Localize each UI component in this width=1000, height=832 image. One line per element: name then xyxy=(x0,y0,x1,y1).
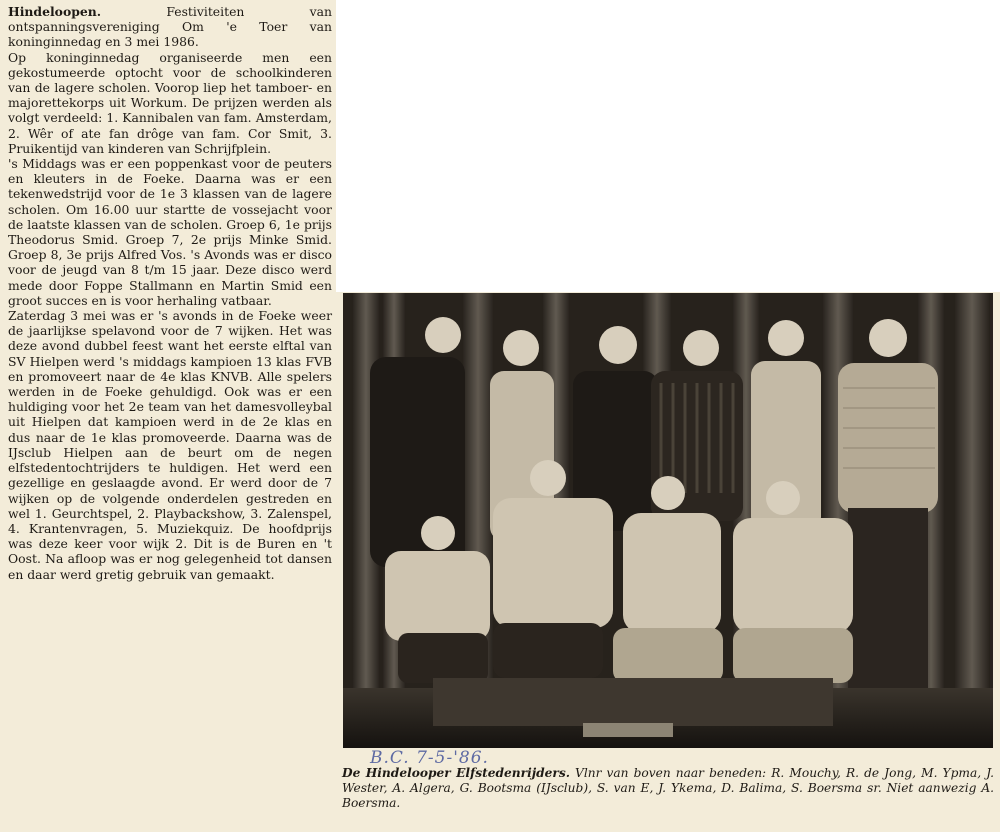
article-intro-text: Festiviteiten van ontspanningsvereniging Om 'e Toer van koninginnedag en 3 mei 1986. xyxy=(8,4,332,50)
photo-caption xyxy=(342,766,994,811)
caption-text: Vlnr van boven naar beneden: R. Mouchy, R. de Jong, M. Ypma, J. Wester, A. Algera, G. Bootsma (IJsclub), S. van E, J. Ykema, D. Balima, S. Boersma sr. Niet aanwezig A. Boersma. xyxy=(342,766,995,810)
article-headline: Hindeloopen. xyxy=(8,4,102,19)
article-intro xyxy=(8,4,332,50)
article-column xyxy=(0,0,336,832)
article-paragraph-1: Op koninginnedag organiseerde men een gekostumeerde optocht voor de schoolkinderen van de lagere scholen. Voorop liep het tamboer- en majorettekorps uit Workum. De prijzen werden als volgt verdeeld: 1. Kannibalen van fam. Amsterdam, 2. Wêr of ate fan drôge van fam. Cor Smit, 3. Pruikentijd van kinderen van Schrijfplein. xyxy=(8,49,332,156)
caption-lead: De Hindelooper Elfstedenrijders. xyxy=(342,766,570,780)
group-photo-image xyxy=(343,293,993,748)
handwritten-date-note: B.C. 7-5-'86. xyxy=(370,748,489,768)
article-paragraph-3: Zaterdag 3 mei was er 's avonds in de Foeke weer de jaarlijkse spelavond voor de 7 wijken. Het was deze avond dubbel feest want het eerste elftal van SV Hielpen werd 's middags kampioen 13 klas FVB en promoveert naar de 4e klas KNVB. Alle spelers werden in de Foeke gehuldigd. Ook was er een huldiging voor het 2e team van het damesvolleybal uit Hielpen dat kampioen werd in de 2e klas en dus naar de 1e klas promoveerde. Daarna was de IJsclub Hielpen aan de beurt om de negen elfstedentochtrijders te huldigen. Het werd een gezellige en geslaagde avond. Er werd door de 7 wijken op de volgende onderdelen gestreden en wel 1. Geurchtspel, 2. Playbackshow, 3. Zalenspel, 4. Krantenvragen, 5. Muziekquiz. De hoofdprijs was deze keer voor wijk 2. Dit is de Buren en 't Oost. Na afloop was er nog gelegenheid tot dansen en daar werd gretig gebruik van gemaakt. xyxy=(8,308,332,582)
group-photo xyxy=(343,293,993,748)
article-paragraph-2: 's Middags was er een poppenkast voor de peuters en kleuters in de Foeke. Daarna was er een tekenwedstrijd voor de 1e 3 klassen van de lagere scholen. Om 16.00 uur startte de vossejacht voor de laatste klassen van de scholen. Groep 6, 1e prijs Theodorus Smid. Groep 7, 2e prijs Minke Smid. Groep 8, 3e prijs Alfred Vos. 's Avonds was er disco voor de jeugd van 8 t/m 15 jaar. Deze disco werd mede door Foppe Stallmann en Martin Smid een groot succes en is voor herhaling vatbaar. xyxy=(8,156,332,308)
